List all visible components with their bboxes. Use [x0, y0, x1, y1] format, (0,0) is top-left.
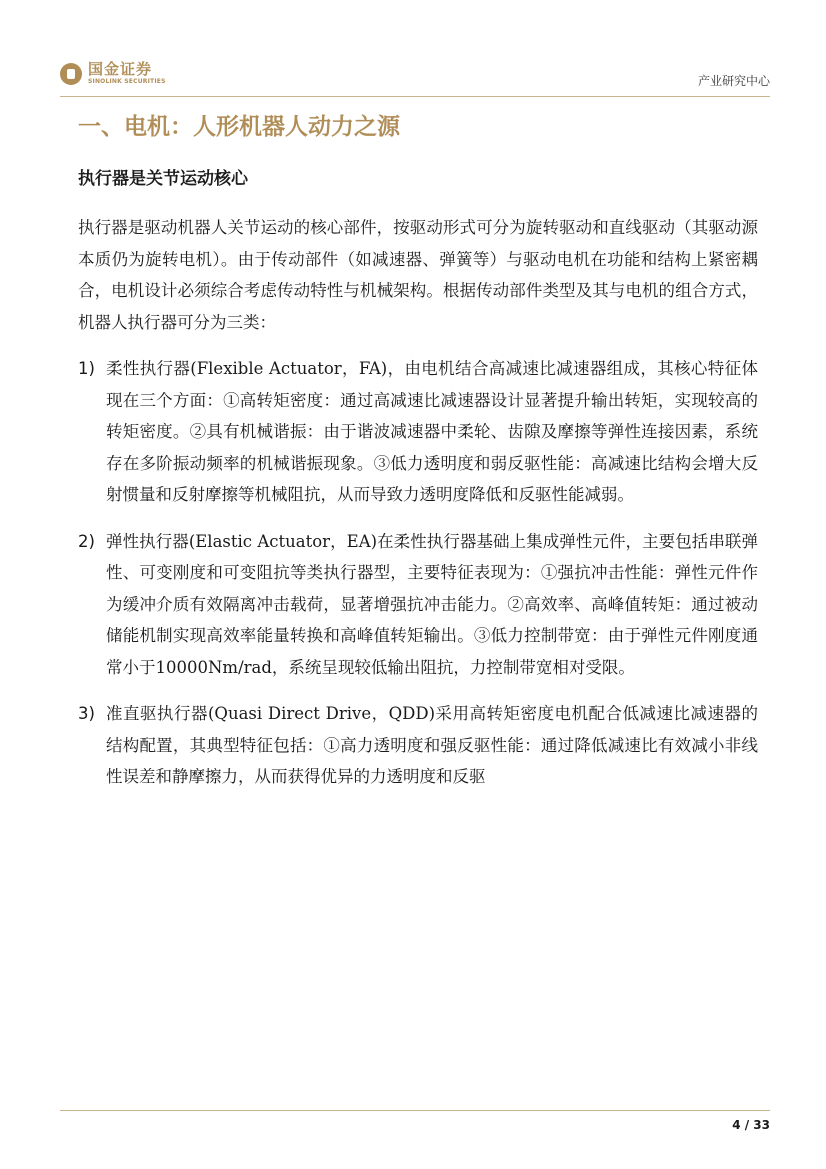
sinolink-logo: [60, 62, 166, 85]
page-header: [0, 0, 826, 100]
logo-en: SINOLINK SECURITIES: [88, 78, 166, 85]
list-item: [78, 353, 758, 511]
section-title: 一、电机：人形机器人动力之源: [78, 113, 400, 140]
intro-paragraph: 执行器是驱动机器人关节运动的核心部件，按驱动形式可分为旋转驱动和直线驱动（其驱动源本质仍为旋转电机）。由于传动部件（如减速器、弹簧等）与驱动电机在功能和结构上紧密耦合，电机设计必须综合考虑传动特性与机械架构。根据传动部件类型及其与电机的组合方式，机器人执行器可分为三类：: [78, 218, 758, 332]
list-item-number: 3): [78, 704, 95, 723]
sub-title: 执行器是关节运动核心: [78, 169, 248, 189]
header-divider: [60, 96, 770, 97]
logo-text: [88, 62, 166, 85]
list-item-text: 准直驱执行器(Quasi Direct Drive，QDD)采用高转矩密度电机配合低减速比减速器的结构配置，其典型特征包括：①高力透明度和强反驱性能：通过降低减速比有效减小非线性误差和静摩擦力，从而获得优异的力透明度和反驱: [106, 704, 758, 786]
logo-cn: 国金证券: [88, 60, 153, 78]
list-item-text: 弹性执行器(Elastic Actuator，EA)在柔性执行器基础上集成弹性元件，主要包括串联弹性、可变刚度和可变阻抗等类执行器型，主要特征表现为：①强抗冲击性能：弹性元件作为缓冲介质有效隔离冲击载荷，显著增强抗冲击能力。②高效率、高峰值转矩：通过被动储能机制实现高效率能量转换和高峰值转矩输出。③低力控制带宽：由于弹性元件刚度通常小于10000Nm/rad，系统呈现较低输出阻抗，力控制带宽相对受限。: [106, 531, 758, 677]
list-item: [78, 526, 758, 684]
header-department: 产业研究中心: [697, 74, 770, 88]
page-number: 4 / 33: [732, 1118, 770, 1132]
list-item: [78, 698, 758, 793]
footer-divider: [60, 1110, 770, 1111]
body-content: [78, 212, 758, 808]
list-item-number: 1): [78, 359, 95, 378]
list-item-number: 2): [78, 531, 95, 551]
list-item-text: 柔性执行器(Flexible Actuator，FA)，由电机结合高减速比减速器组成，其核心特征体现在三个方面：①高转矩密度：通过高减速比减速器设计显著提升输出转矩，实现较高的转矩密度。②具有机械谐振：由于谐波减速器中柔轮、齿隙及摩擦等弹性连接因素，系统存在多阶振动频率的机械谐振现象。③低力透明度和弱反驱性能：高减速比结构会增大反射惯量和反射摩擦等机械阻抗，从而导致力透明度降低和反驱性能减弱。: [106, 359, 758, 504]
logo-emblem-icon: [60, 63, 82, 85]
